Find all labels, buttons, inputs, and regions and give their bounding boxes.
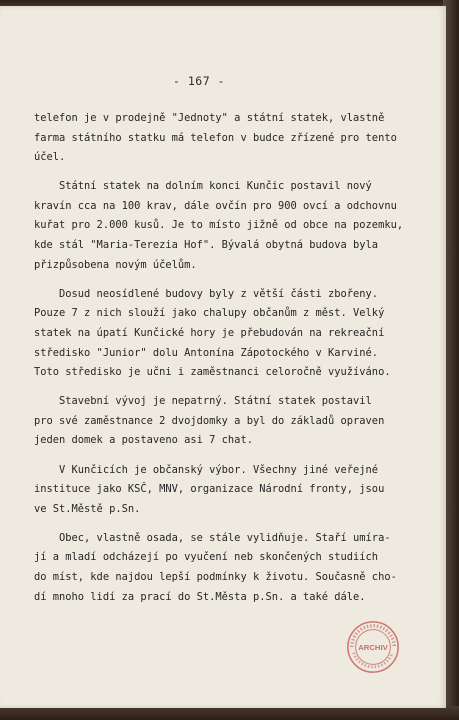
paragraph-gap <box>34 451 426 461</box>
text-line: Dosud neosídlené budovy byly z větší části zbořeny. <box>34 287 379 300</box>
paragraph <box>34 285 426 383</box>
text-line: kde stál "Maria-Terezia Hof". Bývalá obytná budova byla <box>34 239 379 252</box>
paragraph <box>34 461 426 520</box>
archive-stamp-icon <box>344 618 402 676</box>
paragraph-gap <box>34 383 426 393</box>
text-line: přizpůsobena novým účelům. <box>34 258 197 271</box>
paragraph-gap <box>34 168 426 178</box>
document-body <box>34 109 426 607</box>
paragraph <box>34 109 426 168</box>
text-line: statek na úpatí Kunčické hory je přebudován na rekreační <box>34 326 385 339</box>
scan-frame-bottom <box>0 706 459 720</box>
text-line: telefon je v prodejně "Jednoty" a státní statek, vlastně <box>34 112 385 124</box>
text-line: V Kunčicích je občanský výbor. Všechny jiné veřejné <box>34 463 379 476</box>
text-line: kuřat pro 2.000 kusů. Je to místo jižně od obce na pozemku, <box>34 219 404 232</box>
paragraph <box>34 529 426 607</box>
text-line: jí a mladí odcházejí po vyučení neb skončených studiích <box>34 551 379 564</box>
text-line: Obec, vlastně osada, se stále vylidňuje. Staří umíra- <box>34 531 391 544</box>
paragraph-gap <box>34 275 426 285</box>
text-line: ve St.Městě p.Sn. <box>34 502 141 515</box>
svg-text:ARCHIV: ARCHIV <box>358 642 388 652</box>
document-page <box>0 6 446 708</box>
paragraph-gap <box>34 519 426 529</box>
text-line: jeden domek a postaveno asi 7 chat. <box>34 434 253 447</box>
text-line: dí mnoho lidí za prací do St.Města p.Sn. a také dále. <box>34 590 366 603</box>
text-line: pro své zaměstnance 2 dvojdomky a byl do základů opraven <box>34 414 385 427</box>
text-line: Toto středisko je učni i zaměstnanci celoročně využíváno. <box>34 366 391 379</box>
text-line: Stavební vývoj je nepatrný. Státní statek postavil <box>34 395 372 408</box>
text-line: středisko "Junior" dolu Antonína Zápotockého v Karviné. <box>34 346 379 359</box>
text-line: do míst, kde najdou lepší podmínky k životu. Současně cho- <box>34 570 397 583</box>
page-number: - 167 - <box>173 74 225 88</box>
text-line: účel. <box>34 151 66 164</box>
text-line: instituce jako KSČ, MNV, organizace Národní fronty, jsou <box>34 483 385 496</box>
text-line: farma státního statku má telefon v budce zřízené pro tento <box>34 131 397 144</box>
text-line: Pouze 7 z nich slouží jako chalupy občanům z měst. Velký <box>34 307 385 320</box>
text-line: Státní statek na dolním konci Kunčic postavil nový <box>34 180 372 193</box>
paragraph <box>34 177 426 275</box>
text-line: kravín cca na 100 krav, dále ovčín pro 900 ovcí a odchovnu <box>34 199 397 212</box>
paragraph <box>34 392 426 451</box>
